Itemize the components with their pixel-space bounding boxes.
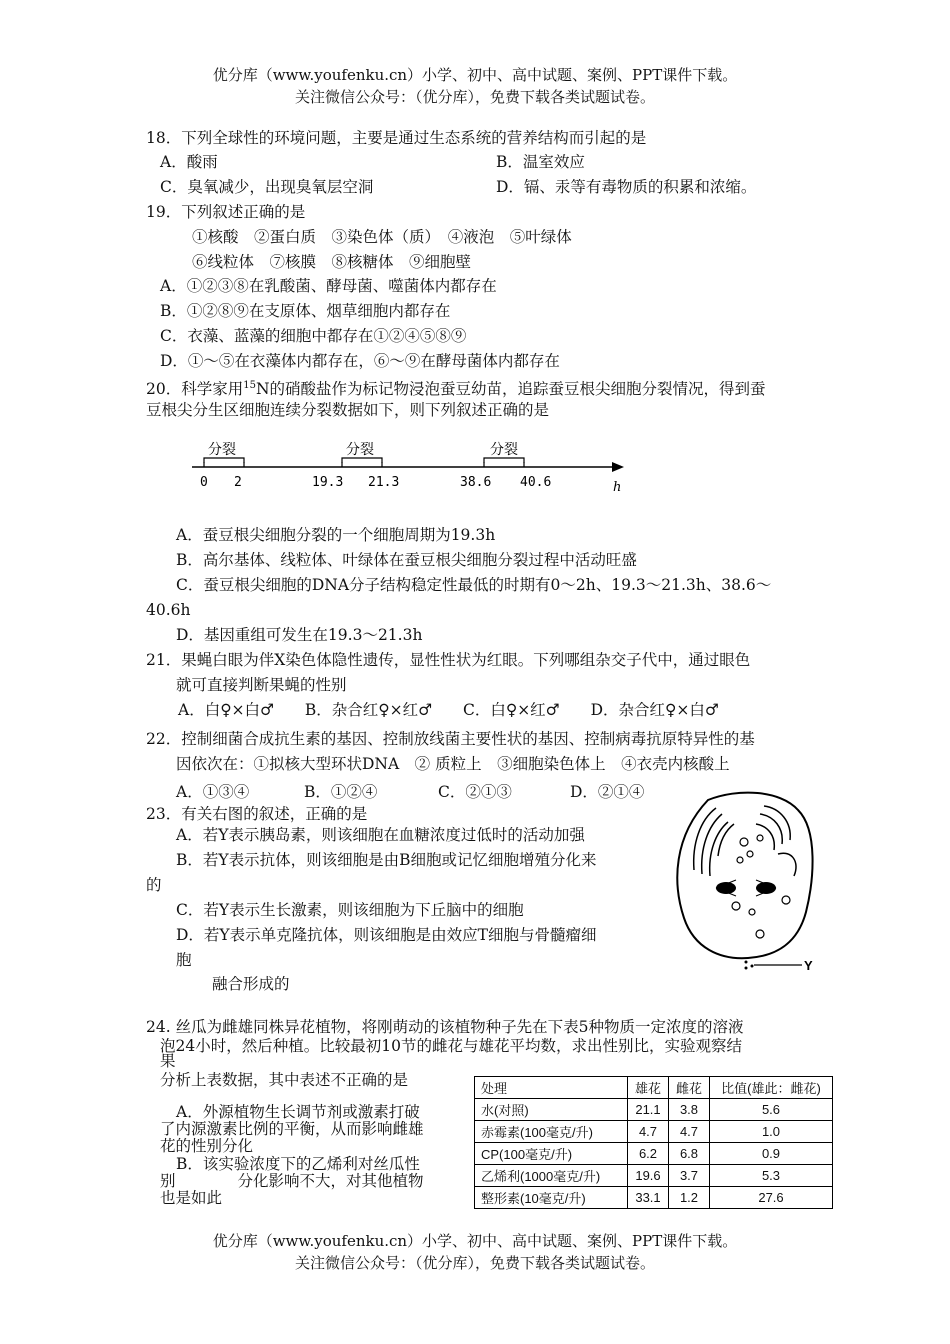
q23-option-b-line-2: 的 <box>146 876 162 894</box>
table-header-cell: 雄花 <box>628 1077 669 1099</box>
timeline-label-1: 分裂 <box>208 442 236 458</box>
q23-option-b-line-1: B．若Y表示抗体，则该细胞是由B细胞或记忆细胞增殖分化来 <box>176 851 597 869</box>
q23-option-d-line-1: D．若Y表示单克隆抗体，则该细胞是由效应T细胞与骨髓瘤细 <box>176 926 597 944</box>
q20-timeline-figure <box>190 436 630 496</box>
q24-option-b-line-3: 也是如此 <box>160 1189 223 1207</box>
q24-option-a-line-3: 花的性别分化 <box>160 1137 254 1155</box>
table-cell: 6.2 <box>628 1143 669 1165</box>
q19-option-b: B．①②⑧⑨在支原体、烟草细胞内都存在 <box>160 302 451 320</box>
q19-items-1: ①核酸 ②蛋白质 ③染色体（质） ④液泡 ⑤叶绿体 <box>192 228 572 246</box>
tick-label-2: 2 <box>234 475 242 490</box>
table-cell: 1.2 <box>669 1187 710 1209</box>
q24-data-table <box>474 1076 833 1209</box>
q19-option-c: C．衣藻、蓝藻的细胞中都存在①②④⑤⑧⑨ <box>160 327 467 345</box>
chromosomes <box>716 882 776 894</box>
q24-stem-4: 分析上表数据，其中表述不正确的是 <box>160 1071 409 1089</box>
table-cell: 19.6 <box>628 1165 669 1187</box>
table-header-cell: 雌花 <box>669 1077 710 1099</box>
header-line-1: 优分库（www.youfenku.cn）小学、初中、高中试题、案例、PPT课件下载。 <box>212 66 738 84</box>
q20-stem-pre: 20．科学家用 <box>146 380 244 399</box>
table-cell: 5.3 <box>710 1165 833 1187</box>
q20-isotope-superscript: 15 <box>243 380 256 391</box>
q21-stem-1: 21．果蝇白眼为伴X染色体隐性遗传，显性性状为红眼。下列哪组杂交子代中，通过眼色 <box>146 651 751 669</box>
q24-stem-3: 果 <box>160 1052 176 1070</box>
q24-option-b-line-2: 别 分化影响不大，对其他植物 <box>160 1172 424 1190</box>
table-cell: 0.9 <box>710 1143 833 1165</box>
table-header-cell: 处理 <box>475 1077 628 1099</box>
q20-option-c-line-1: C．蚕豆根尖细胞的DNA分子结构稳定性最低的时期有0～2h、19.3～21.3h、38.6～ <box>176 576 772 594</box>
figure-label-y: Y <box>804 958 813 973</box>
q20-option-c-line-2: 40.6h <box>146 601 191 619</box>
secretory-cell-figure <box>668 784 828 974</box>
q24-option-a-line-2: 了内源激素比例的平衡，从而影响雌雄 <box>160 1120 424 1138</box>
q22-stem-1: 22．控制细菌合成抗生素的基因、控制放线菌主要性状的基因、控制病毒抗原特异性的基 <box>146 730 755 748</box>
table-cell: 3.7 <box>669 1165 710 1187</box>
q23-option-c: C．若Y表示生长激素，则该细胞为下丘脑中的细胞 <box>176 901 524 919</box>
tick-label-21-3: 21.3 <box>368 475 400 490</box>
table-cell: 乙烯利(1000毫克/升) <box>475 1165 628 1187</box>
q18-option-c: C．臭氧减少，出现臭氧层空洞 <box>160 178 374 196</box>
q20-option-d: D．基因重组可发生在19.3～21.3h <box>176 626 423 644</box>
q20-stem-2: 豆根尖分生区细胞连续分裂数据如下，则下列叙述正确的是 <box>146 401 550 419</box>
q23-stem: 23．有关右图的叙述，正确的是 <box>146 805 368 823</box>
q19-option-a: A．①②③⑧在乳酸菌、酵母菌、噬菌体内都存在 <box>160 277 497 295</box>
timeline-arrowhead <box>612 462 624 472</box>
secretion-dots <box>745 961 754 970</box>
timeline-label-2: 分裂 <box>346 442 374 458</box>
table-row <box>475 1187 833 1209</box>
table-cell: 6.8 <box>669 1143 710 1165</box>
timeline-bracket-1 <box>204 458 244 463</box>
q24-option-b-line-1: B．该实验浓度下的乙烯利对丝瓜性 <box>176 1155 420 1173</box>
table-cell: CP(100毫克/升) <box>475 1143 628 1165</box>
q18-option-d: D．镉、汞等有毒物质的积累和浓缩。 <box>496 178 757 196</box>
q20-stem-post: N的硝酸盐作为标记物浸泡蚕豆幼苗，追踪蚕豆根尖细胞分裂情况，得到蚕 <box>255 380 766 399</box>
timeline-bracket-2 <box>342 458 382 463</box>
q23-option-d-line-3: 融合形成的 <box>212 975 290 993</box>
table-cell: 4.7 <box>628 1121 669 1143</box>
q18-stem: 18．下列全球性的环境问题，主要是通过生态系统的营养结构而引起的是 <box>146 129 647 147</box>
table-cell: 5.6 <box>710 1099 833 1121</box>
q22-option-b: B．①②④ <box>304 783 378 801</box>
q19-option-d: D．①～⑤在衣藻体内都存在，⑥～⑨在酵母菌体内都存在 <box>160 352 560 370</box>
endoplasmic-reticulum <box>694 806 796 876</box>
tick-label-19-3: 19.3 <box>312 475 344 490</box>
tick-label-38-6: 38.6 <box>460 475 492 490</box>
q24-stem-1: 24. 丝瓜为雌雄同株异花植物，将刚萌动的该植物种子先在下表5种物质一定浓度的溶液 <box>146 1018 744 1036</box>
q20-option-a: A．蚕豆根尖细胞分裂的一个细胞周期为19.3h <box>176 526 496 544</box>
cell-membrane <box>677 793 812 959</box>
table-cell: 4.7 <box>669 1121 710 1143</box>
table-header-row <box>475 1077 833 1099</box>
q22-option-d: D．②①④ <box>570 783 645 801</box>
table-cell: 整形素(10毫克/升) <box>475 1187 628 1209</box>
table-header-cell: 比值(雄此：雌花) <box>710 1077 833 1099</box>
table-row <box>475 1099 833 1121</box>
header-line-2: 关注微信公众号：（优分库），免费下载各类试题试卷。 <box>294 88 655 106</box>
q21-options: A．白♀×白♂ B．杂合红♀×红♂ C．白♀×红♂ D．杂合红♀×白♂ <box>178 701 719 719</box>
table-cell: 33.1 <box>628 1187 669 1209</box>
table-cell: 21.1 <box>628 1099 669 1121</box>
footer-line-2: 关注微信公众号：（优分库），免费下载各类试题试卷。 <box>294 1254 655 1272</box>
q22-stem-2: 因依次在：①拟核大型环状DNA ② 质粒上 ③细胞染色体上 ④衣壳内核酸上 <box>176 755 730 773</box>
q18-option-b: B．温室效应 <box>496 153 585 171</box>
q21-stem-2: 就可直接判断果蝇的性别 <box>176 676 347 694</box>
table-cell: 3.8 <box>669 1099 710 1121</box>
table-row <box>475 1165 833 1187</box>
timeline-unit: h <box>613 480 622 495</box>
timeline-label-3: 分裂 <box>490 442 518 458</box>
table-row <box>475 1143 833 1165</box>
q24-option-a-line-1: A．外源植物生长调节剂或激素打破 <box>176 1103 420 1121</box>
timeline-bracket-3 <box>484 458 524 463</box>
q22-option-c: C．②①③ <box>438 783 512 801</box>
q20-option-b: B．高尔基体、线粒体、叶绿体在蚕豆根尖细胞分裂过程中活动旺盛 <box>176 551 637 569</box>
footer-line-1: 优分库（www.youfenku.cn）小学、初中、高中试题、案例、PPT课件下载。 <box>212 1232 738 1250</box>
table-row <box>475 1121 833 1143</box>
q19-items-2: ⑥线粒体 ⑦核膜 ⑧核糖体 ⑨细胞壁 <box>192 253 472 271</box>
q24-stem-2: 泡24小时，然后种植。比较最初10节的雌花与雄花平均数，求出性别比，实验观察结 <box>160 1037 742 1055</box>
q22-option-a: A．①③④ <box>176 783 250 801</box>
q18-option-a: A．酸雨 <box>160 153 218 171</box>
table-cell: 1.0 <box>710 1121 833 1143</box>
q19-stem: 19．下列叙述正确的是 <box>146 203 306 221</box>
q23-option-d-line-2: 胞 <box>176 951 192 969</box>
tick-label-0: 0 <box>200 475 208 490</box>
table-cell: 赤霉素(100毫克/升) <box>475 1121 628 1143</box>
q23-option-a: A．若Y表示胰岛素，则该细胞在血糖浓度过低时的活动加强 <box>176 826 585 844</box>
table-cell: 27.6 <box>710 1187 833 1209</box>
table-cell: 水(对照) <box>475 1099 628 1121</box>
tick-label-40-6: 40.6 <box>520 475 552 490</box>
